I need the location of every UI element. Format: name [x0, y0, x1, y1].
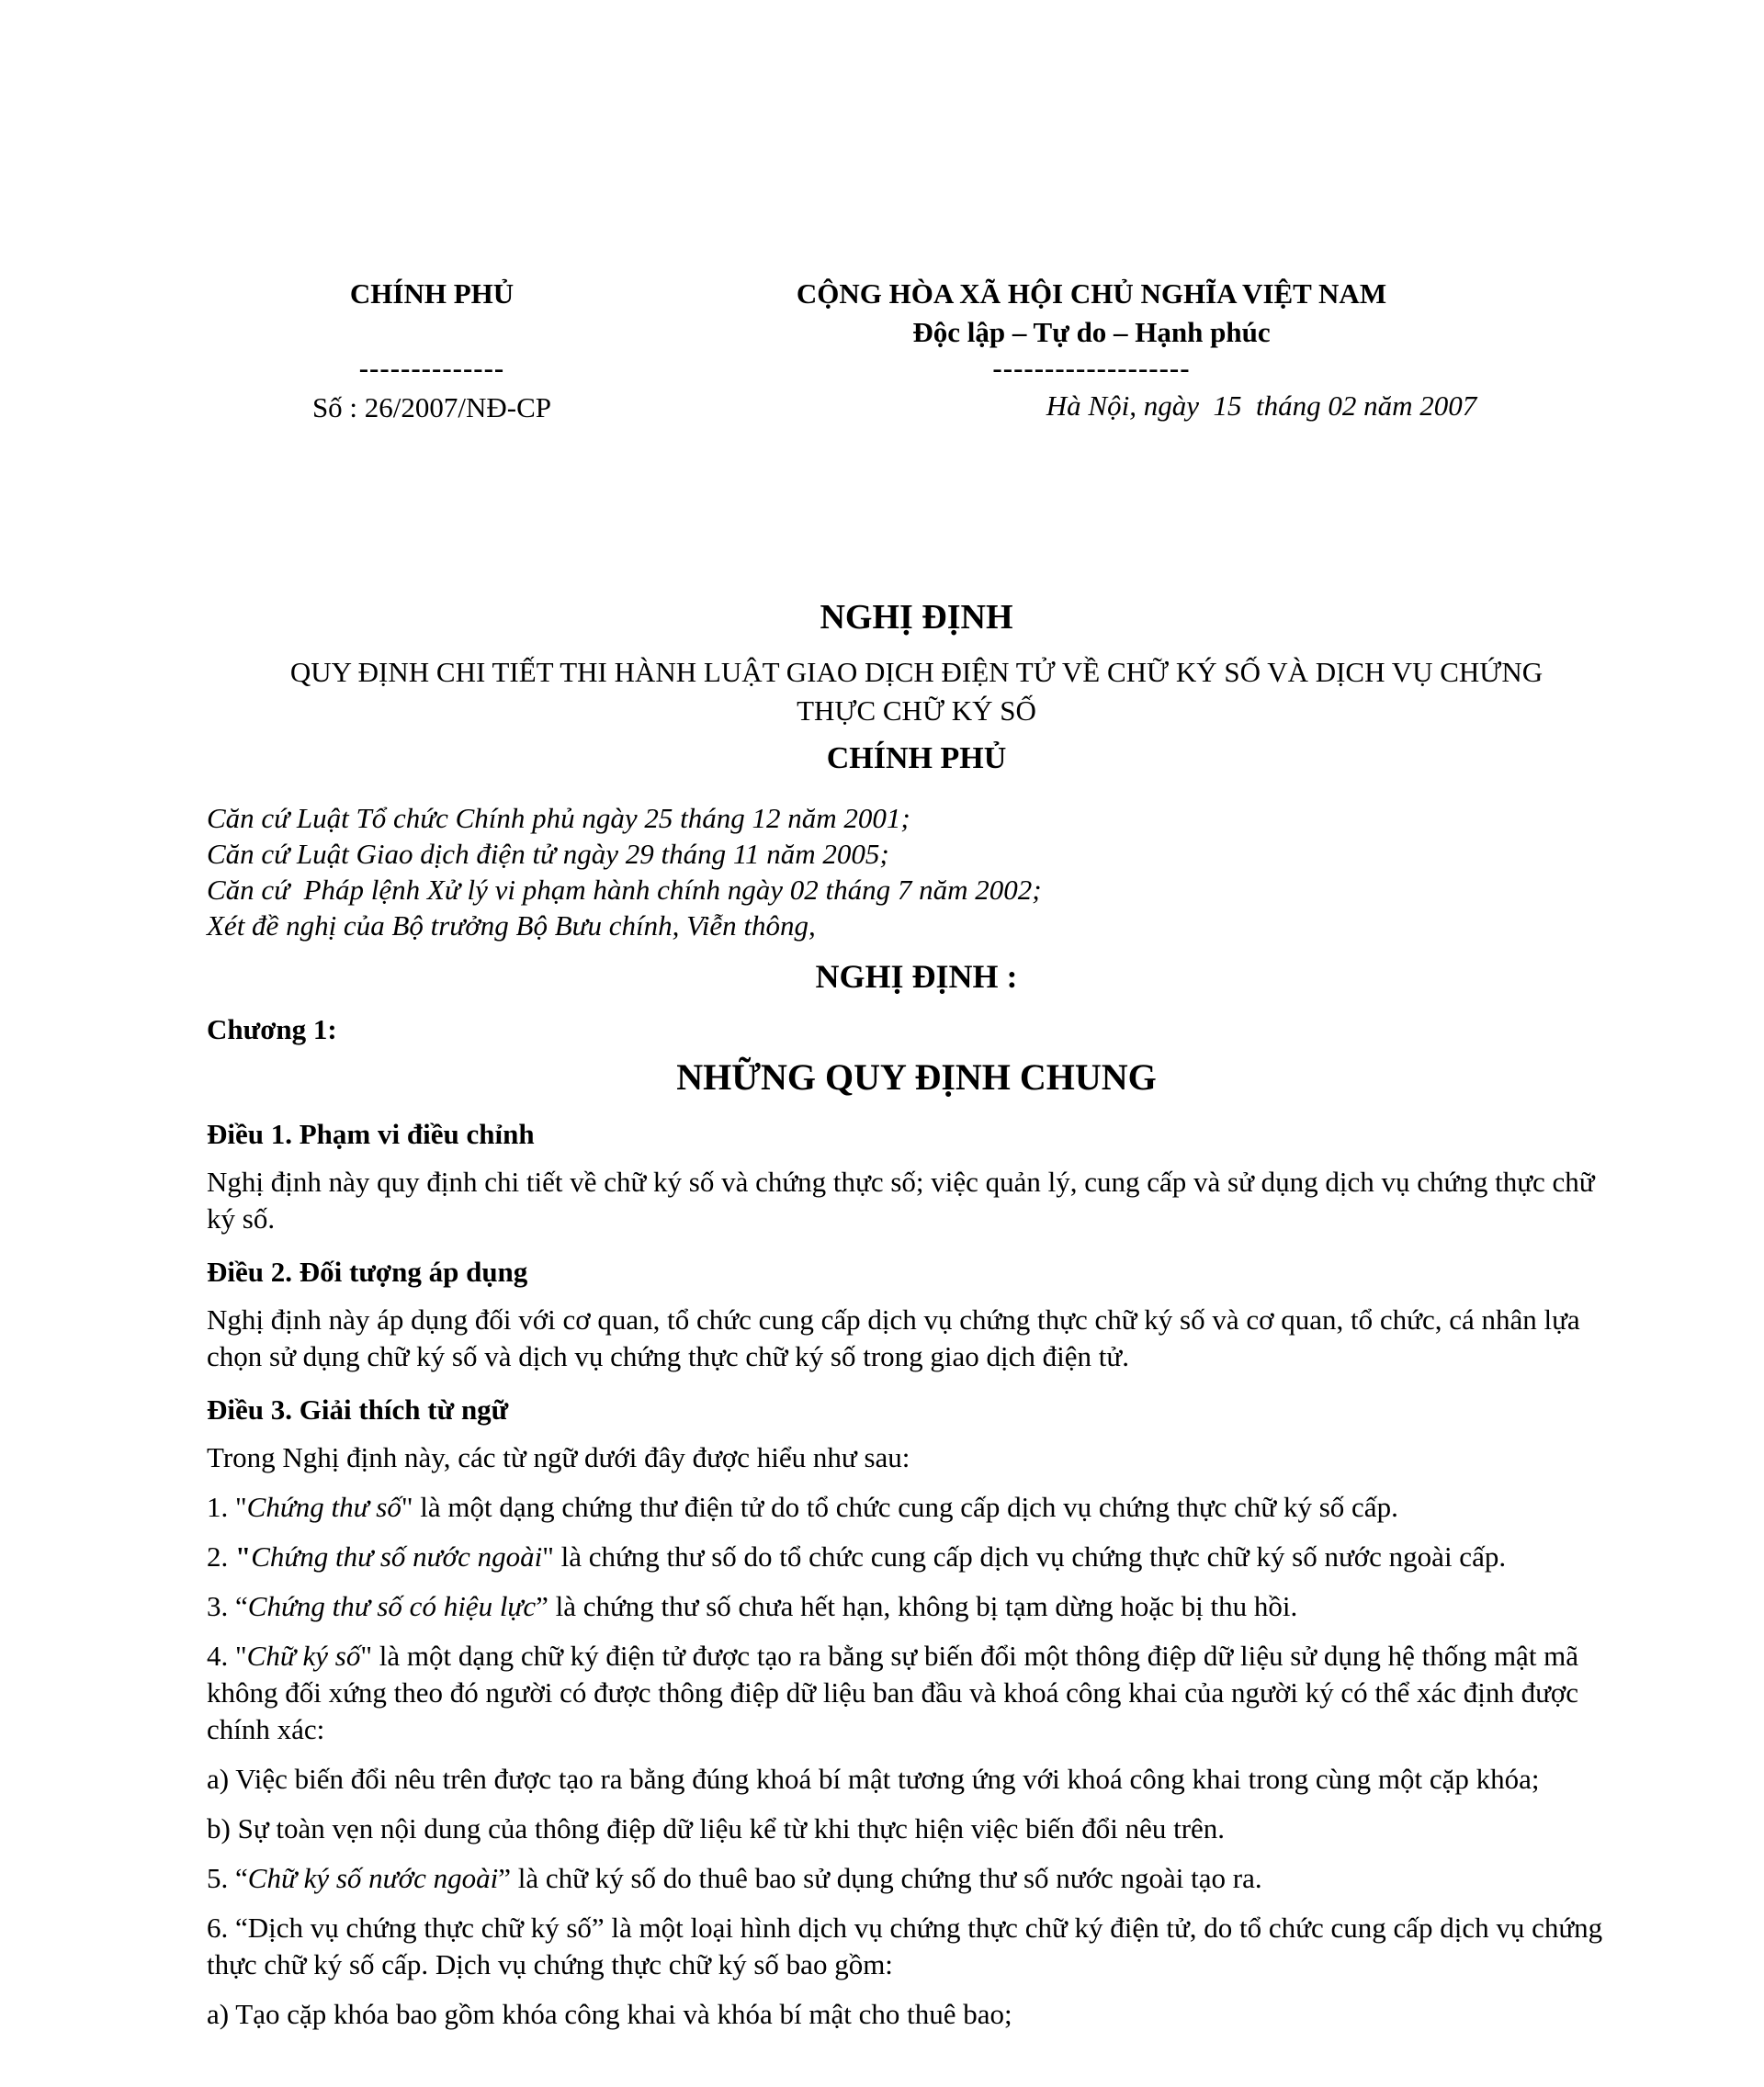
document-header [207, 276, 1626, 426]
issuing-org-name: CHÍNH PHỦ [349, 277, 514, 310]
enactment-heading: NGHỊ ĐỊNH : [815, 958, 1018, 995]
country-name: CỘNG HÒA XÃ HỘI CHỦ NGHĨA VIỆT NAM [796, 277, 1387, 310]
definition-5 [207, 1860, 1626, 1897]
article-1-heading: Điều 1. Phạm vi điều chỉnh [207, 1118, 535, 1150]
definition-1-term: Chứng thư số [246, 1491, 401, 1523]
definition-5-text: ” là chữ ký số do thuê bao sử dụng chứng thư số nước ngoài tạo ra. [498, 1862, 1262, 1894]
definition-3-text: ” là chứng thư số chưa hết hạn, không bị tạm dừng hoặc bị thu hồi. [536, 1590, 1298, 1622]
national-motto: Độc lập – Tự do – Hạnh phúc [912, 316, 1271, 348]
definition-1-text: " là một dạng chứng thư điện tử do tổ chức cung cấp dịch vụ chứng thực chữ ký số cấp. [401, 1491, 1398, 1523]
preamble-line: Căn cứ Pháp lệnh Xử lý vi phạm hành chính ngày 02 tháng 7 năm 2002; [207, 874, 1042, 906]
article-3-intro: Trong Nghị định này, các từ ngữ dưới đây được hiểu như sau: [207, 1441, 910, 1473]
issuer-heading: CHÍNH PHỦ [826, 741, 1007, 775]
definition-5-prefix: 5. “ [207, 1862, 248, 1894]
definition-3-prefix: 3. “ [207, 1590, 248, 1622]
definition-4-prefix: 4. " [207, 1640, 247, 1672]
definition-6: 6. “Dịch vụ chứng thực chữ ký số” là một loại hình dịch vụ chứng thực chữ ký điện tử, do tổ chức cung cấp dịch vụ chứng thực chữ ký số cấp. Dịch vụ chứng thực chữ ký số bao gồm: [207, 1912, 1603, 1980]
definition-4-item-b: b) Sự toàn vẹn nội dung của thông điệp dữ liệu kể từ khi thực hiện việc biến đổi nêu trên. [207, 1812, 1226, 1844]
article-3-heading: Điều 3. Giải thích từ ngữ [207, 1393, 509, 1426]
place-dateline: Hà Nội, ngày 15 tháng 02 năm 2007 [1046, 389, 1477, 422]
divider-right: ------------------- [992, 352, 1191, 384]
definition-2-open-quote: " [235, 1540, 252, 1573]
national-header-block [678, 276, 1505, 424]
definition-1 [207, 1489, 1626, 1526]
definition-4 [207, 1638, 1626, 1748]
article-2-body: Nghị định này áp dụng đối với cơ quan, tổ chức cung cấp dịch vụ chứng thực chữ ký số và cơ quan, tổ chức, cá nhân lựa chọn sử dụng chữ ký số và dịch vụ chứng thực chữ ký số trong giao dịch điện tử. [207, 1303, 1580, 1372]
definition-2-text: " là chứng thư số do tổ chức cung cấp dịch vụ chứng thực chữ ký số nước ngoài cấp. [542, 1540, 1507, 1573]
definition-3 [207, 1588, 1626, 1625]
preamble-line: Căn cứ Luật Tổ chức Chính phủ ngày 25 tháng 12 năm 2001; [207, 802, 910, 834]
chapter-title: NHỮNG QUY ĐỊNH CHUNG [676, 1056, 1157, 1098]
definition-4-term: Chữ ký số [246, 1640, 361, 1672]
definition-2 [207, 1539, 1626, 1575]
chapter-label: Chương 1: [207, 1013, 337, 1045]
divider-left: -------------- [358, 352, 505, 384]
definition-2-term: Chứng thư số nước ngoài [251, 1540, 543, 1573]
definition-4-text: " là một dạng chữ ký điện tử được tạo ra bằng sự biến đổi một thông điệp dữ liệu sử dụng hệ thống mật mã không đối xứng theo đó người có được thông điệp dữ liệu ban đầu và khoá công khai của người ký có thể xác định được chính xác: [207, 1640, 1579, 1745]
definition-5-term: Chữ ký số nước ngoài [247, 1862, 499, 1894]
title-block [207, 596, 1626, 778]
decree-subtitle: QUY ĐỊNH CHI TIẾT THI HÀNH LUẬT GIAO DỊCH ĐIỆN TỬ VỀ CHỮ KÝ SỐ VÀ DỊCH VỤ CHỨNG THỰC CHỮ KÝ SỐ [289, 656, 1544, 727]
article-1-body: Nghị định này quy định chi tiết về chữ ký số và chứng thực số; việc quản lý, cung cấp và sử dụng dịch vụ chứng thực chữ ký số. [207, 1166, 1595, 1235]
preamble-block [207, 800, 1626, 943]
definition-2-prefix: 2. [207, 1540, 235, 1573]
preamble-line: Căn cứ Luật Giao dịch điện tử ngày 29 tháng 11 năm 2005; [207, 838, 889, 870]
definition-6-item-a: a) Tạo cặp khóa bao gồm khóa công khai và khóa bí mật cho thuê bao; [207, 1998, 1012, 2030]
issuing-org-block [207, 276, 657, 426]
definition-4-item-a: a) Việc biến đổi nêu trên được tạo ra bằng đúng khoá bí mật tương ứng với khoá công khai trong cùng một cặp khóa; [207, 1763, 1540, 1795]
preamble-line: Xét đề nghị của Bộ trưởng Bộ Bưu chính, Viễn thông, [207, 909, 816, 942]
document-number: Số : 26/2007/NĐ-CP [311, 391, 552, 423]
article-2-heading: Điều 2. Đối tượng áp dụng [207, 1256, 528, 1288]
definition-1-prefix: 1. " [207, 1491, 247, 1523]
definition-3-term: Chứng thư số có hiệu lực [247, 1590, 537, 1622]
decree-title: NGHỊ ĐỊNH [820, 598, 1013, 637]
